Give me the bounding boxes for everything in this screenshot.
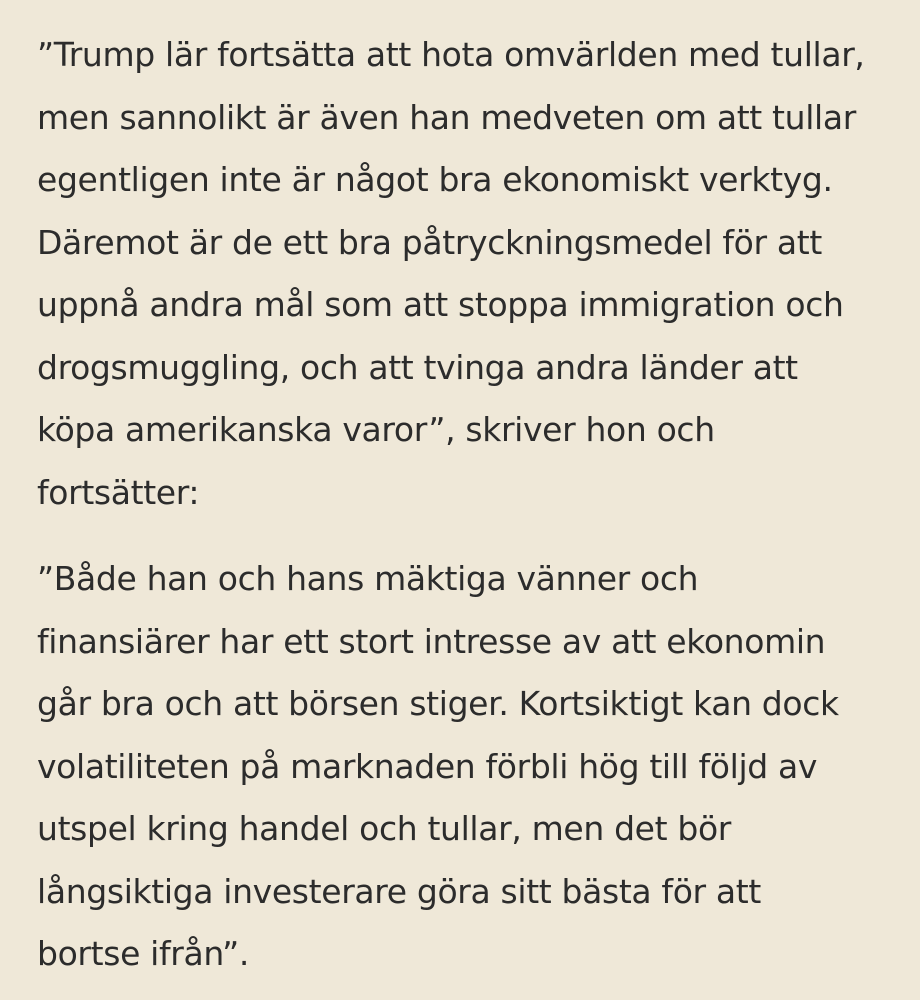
text-line: volatiliteten på marknaden förbli hög till följd av bbox=[37, 746, 818, 786]
text-line: går bra och att börsen stiger. Kortsiktigt kan dock bbox=[37, 684, 839, 723]
text-line: ”Trump lär fortsätta att hota omvärlden med tullar, bbox=[37, 35, 865, 74]
text-line: Däremot är de ett bra påtryckningsmedel för att bbox=[37, 222, 822, 262]
quote-paragraph-2 bbox=[37, 548, 900, 986]
text-line: utspel kring handel och tullar, men det bör bbox=[37, 809, 731, 848]
text-line: uppnå andra mål som att stoppa immigration och bbox=[37, 285, 844, 324]
text-line: bortse ifrån”. bbox=[37, 934, 250, 973]
text-line: köpa amerikanska varor”, skriver hon och bbox=[37, 410, 715, 449]
text-line: egentligen inte är något bra ekonomiskt verktyg. bbox=[37, 160, 833, 199]
quote-paragraph-1 bbox=[37, 24, 900, 524]
text-line: ”Både han och hans mäktiga vänner och bbox=[37, 559, 699, 598]
text-line: finansiärer har ett stort intresse av att ekonomin bbox=[37, 621, 826, 661]
text-line: men sannolikt är även han medveten om att tullar bbox=[37, 97, 856, 137]
text-line: drogsmuggling, och att tvinga andra länder att bbox=[37, 347, 798, 387]
text-line: fortsätter: bbox=[37, 472, 200, 512]
text-line: långsiktiga investerare göra sitt bästa för att bbox=[37, 871, 761, 911]
